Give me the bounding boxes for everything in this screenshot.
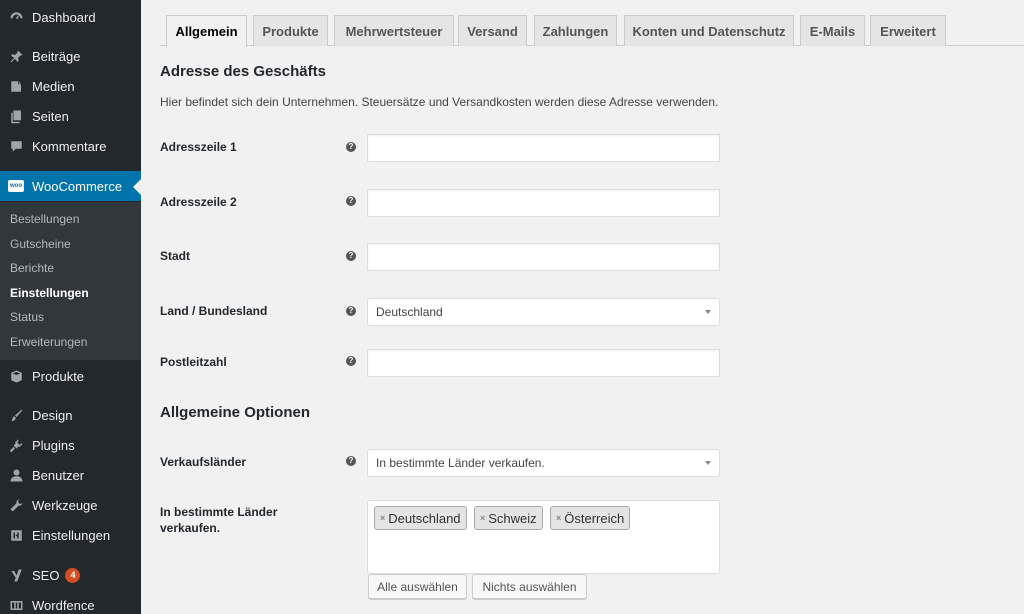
sidebar-item-kommentare[interactable] (0, 131, 141, 161)
tab-mehrwertsteuer[interactable]: Mehrwertsteuer (334, 15, 454, 46)
help-icon[interactable]: ? (346, 356, 356, 366)
sidebar-item-medien[interactable] (0, 71, 141, 101)
seo-count-badge: 4 (65, 568, 80, 583)
sidebar-item-einstellungen[interactable] (0, 520, 141, 550)
address2-label: Adresszeile 2 (160, 195, 237, 209)
user-icon (8, 467, 24, 483)
sidebar-item-dashboard[interactable] (0, 2, 141, 32)
submenu-gutscheine[interactable]: Gutscheine (10, 237, 71, 251)
submenu-einstellungen[interactable]: Einstellungen (10, 286, 89, 300)
tab-zahlungen[interactable]: Zahlungen (534, 15, 617, 46)
postcode-input[interactable] (367, 349, 720, 377)
settings-icon (8, 527, 24, 543)
sidebar-item-label: Beiträge (32, 48, 81, 64)
sidebar-item-label: Dashboard (32, 9, 96, 25)
country-label: Land / Bundesland (160, 304, 268, 318)
postcode-label: Postleitzahl (160, 355, 227, 369)
chevron-down-icon (705, 461, 711, 465)
country-chip-oesterreich (550, 506, 630, 530)
admin-sidebar (0, 0, 141, 614)
pin-icon (8, 48, 24, 64)
country-select[interactable] (367, 298, 720, 326)
store-address-description: Hier befindet sich dein Unternehmen. Steuersätze und Versandkosten werden diese Adresse verwenden. (160, 95, 719, 109)
sidebar-item-label: Wordfence (32, 597, 95, 613)
tab-e-mails[interactable]: E-Mails (800, 15, 865, 46)
address1-label: Adresszeile 1 (160, 140, 237, 154)
sidebar-item-benutzer[interactable] (0, 460, 141, 490)
seo-icon (8, 567, 24, 583)
country-select-value: Deutschland (376, 305, 443, 319)
brush-icon (8, 407, 24, 423)
chip-label: Österreich (564, 510, 625, 526)
wrench-icon (8, 497, 24, 513)
selling-countries-select[interactable] (367, 449, 720, 477)
comment-icon (8, 138, 24, 154)
sidebar-item-wordfence[interactable] (0, 590, 141, 614)
store-address-heading: Adresse des Geschäfts (160, 63, 326, 80)
dashboard-icon (8, 9, 24, 25)
close-icon[interactable]: × (556, 513, 562, 523)
pages-icon (8, 108, 24, 124)
sidebar-item-woocommerce[interactable] (0, 171, 141, 201)
help-icon[interactable]: ? (346, 196, 356, 206)
chip-label: Deutschland (388, 510, 461, 526)
tab-versand[interactable]: Versand (458, 15, 527, 46)
submenu-erweiterungen[interactable]: Erweiterungen (10, 335, 88, 349)
sidebar-item-label: Benutzer (32, 467, 85, 483)
sidebar-item-plugins[interactable] (0, 430, 141, 460)
submenu-bestellungen[interactable]: Bestellungen (10, 212, 80, 226)
city-label: Stadt (160, 249, 190, 263)
sidebar-item-label: Einstellungen (32, 527, 111, 543)
sidebar-item-label: Medien (32, 78, 75, 94)
sidebar-item-seo[interactable] (0, 560, 141, 590)
tab-produkte[interactable]: Produkte (253, 15, 328, 46)
sidebar-item-beitraege[interactable] (0, 41, 141, 71)
select-all-button[interactable]: Alle auswählen (368, 574, 467, 599)
media-icon (8, 78, 24, 94)
selling-countries-label: Verkaufsländer (160, 455, 247, 469)
box-icon (8, 368, 24, 384)
sidebar-item-label: Werkzeuge (32, 497, 98, 513)
sidebar-item-label: Seiten (32, 108, 69, 124)
help-icon[interactable]: ? (346, 306, 356, 316)
settings-tab-bar (160, 15, 1024, 46)
sidebar-item-label: Produkte (32, 368, 85, 384)
sidebar-item-produkte[interactable] (0, 361, 141, 391)
tab-erweitert[interactable]: Erweitert (870, 15, 946, 46)
plugin-icon (8, 437, 24, 453)
submenu-status[interactable]: Status (10, 310, 45, 324)
sidebar-item-label: SEO (32, 567, 60, 583)
submenu-berichte[interactable]: Berichte (10, 261, 55, 275)
sidebar-item-seiten[interactable] (0, 101, 141, 131)
sidebar-item-design[interactable] (0, 400, 141, 430)
tab-konten-und-datenschutz[interactable]: Konten und Datenschutz (624, 15, 794, 46)
help-icon[interactable]: ? (346, 142, 356, 152)
sidebar-item-label: Kommentare (32, 138, 107, 154)
address2-input[interactable] (367, 189, 720, 217)
selling-countries-value: In bestimmte Länder verkaufen. (376, 456, 545, 470)
chip-label: Schweiz (488, 510, 537, 526)
help-icon[interactable]: ? (346, 456, 356, 466)
sidebar-item-label: WooCommerce (32, 178, 123, 194)
close-icon[interactable]: × (480, 513, 486, 523)
select-none-button[interactable]: Nichts auswählen (472, 574, 587, 599)
help-icon[interactable]: ? (346, 251, 356, 261)
wordfence-icon (8, 597, 24, 613)
sidebar-item-werkzeuge[interactable] (0, 490, 141, 520)
address1-input[interactable] (367, 134, 720, 162)
woo-icon: woo (8, 178, 24, 194)
sidebar-item-label: Design (32, 407, 73, 423)
country-chip-deutschland (374, 506, 467, 530)
close-icon[interactable]: × (380, 513, 386, 523)
woocommerce-submenu (0, 202, 141, 360)
specific-countries-label: In bestimmte Länder verkaufen. (160, 505, 278, 535)
active-arrow (133, 179, 141, 195)
specific-countries-multiselect[interactable] (367, 500, 720, 574)
general-options-heading: Allgemeine Optionen (160, 404, 311, 421)
country-chip-schweiz (474, 506, 543, 530)
sidebar-item-label: Plugins (32, 437, 75, 453)
tab-allgemein[interactable]: Allgemein (166, 15, 247, 47)
city-input[interactable] (367, 243, 720, 271)
chevron-down-icon (705, 310, 711, 314)
